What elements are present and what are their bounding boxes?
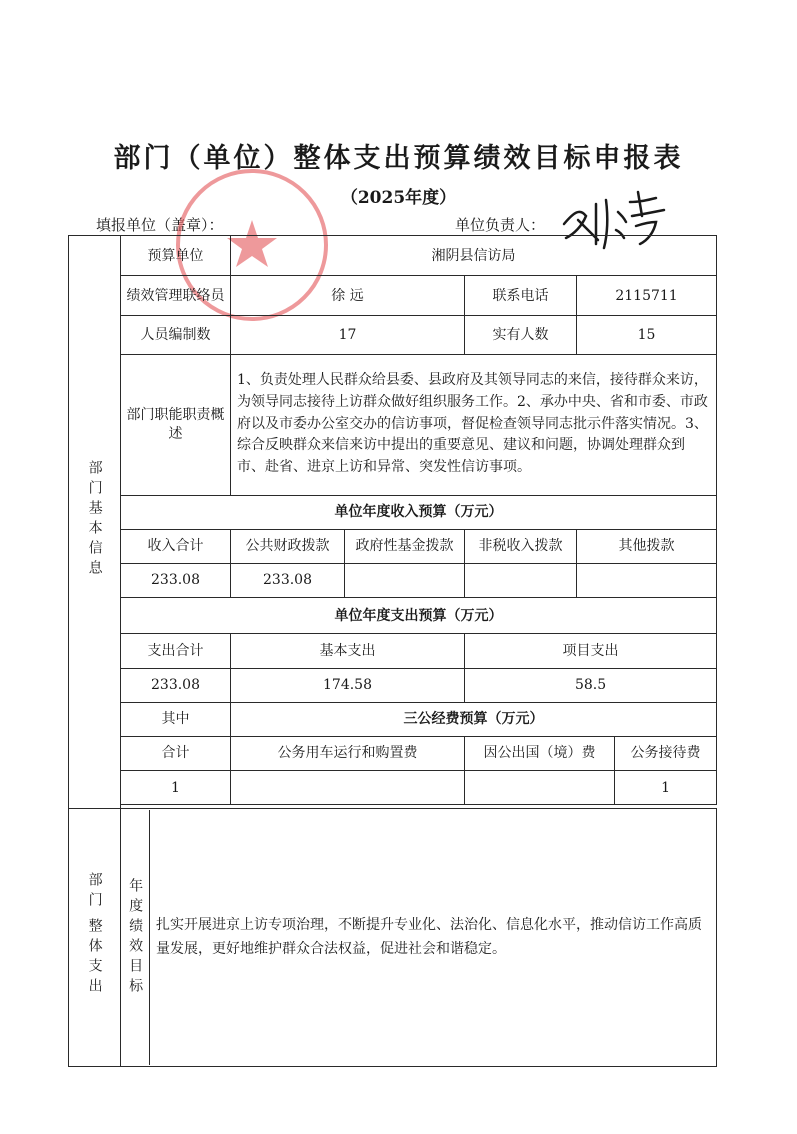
three-public-title: 三公经费预算（万元） (231, 702, 717, 736)
basic-info-section-label: 部门基本信息 (69, 236, 121, 809)
expense-header-total: 支出合计 (121, 634, 231, 668)
three-public-header-reception: 公务接待费 (615, 736, 717, 770)
document-title: 部门（单位）整体支出预算绩效目标申报表 (113, 143, 684, 174)
income-header-other: 其他拨款 (577, 529, 717, 563)
expense-header-basic: 基本支出 (231, 634, 465, 668)
budget-form-table (68, 235, 717, 1067)
three-public-header-vehicle: 公务用车运行和购置费 (231, 736, 465, 770)
goal-sub-label: 年度绩效目标 (127, 877, 144, 998)
income-value-other (577, 563, 717, 597)
three-public-value-vehicle (231, 771, 465, 805)
phone-value: 2115711 (577, 276, 717, 316)
three-public-header-abroad: 因公出国（境）费 (465, 736, 615, 770)
responsible-label: 单位负责人： (455, 216, 546, 234)
budget-unit-value: 湘阴县信访局 (231, 236, 717, 276)
staff-quota-value: 17 (231, 316, 465, 354)
among-label: 其中 (121, 702, 231, 736)
income-value-nontax (465, 563, 577, 597)
goal-text: 扎实开展进京上访专项治理，不断提升专业化、法治化、信息化水平，推动信访工作高质量发展，更好地维护群众合法权益，促进社会和谐稳定。 (156, 916, 702, 957)
expense-value-project: 58.5 (465, 668, 717, 702)
income-value-total: 233.08 (121, 563, 231, 597)
fill-unit-label: 填报单位（盖章）： (96, 216, 224, 234)
duty-text: 1、负责处理人民群众给县委、县政府及其领导同志的来信，接待群众来访，为领导同志接待上访群众做好组织服务工作。2、承办中央、省和市委、市政府以及市委办公室交办的信访事项，督促检查领导同志批示件落实情况。3、综合反映群众来信来访中提出的重要意见、建议和问题，协调处理群众到市、赴省、进京上访和异常、突发性信访事项。 (231, 354, 717, 495)
three-public-value-reception: 1 (615, 771, 717, 805)
income-title: 单位年度收入预算（万元） (121, 495, 717, 529)
income-header-total: 收入合计 (121, 529, 231, 563)
three-public-value-abroad (465, 771, 615, 805)
expense-title: 单位年度支出预算（万元） (121, 598, 717, 634)
income-header-public: 公共财政拨款 (231, 529, 345, 563)
income-header-nontax: 非税收入拨款 (465, 529, 577, 563)
income-value-public: 233.08 (231, 563, 345, 597)
phone-label: 联系电话 (465, 276, 577, 316)
expense-value-basic: 174.58 (231, 668, 465, 702)
income-value-fund (345, 563, 465, 597)
contact-label: 绩效管理联络员 (121, 276, 231, 316)
three-public-value-total: 1 (121, 771, 231, 805)
expense-header-project: 项目支出 (465, 634, 717, 668)
year-label: （2025年度） (340, 188, 457, 208)
expense-value-total: 233.08 (121, 668, 231, 702)
actual-staff-value: 15 (577, 316, 717, 354)
goal-content-cell (121, 809, 717, 1067)
contact-value: 徐 远 (231, 276, 465, 316)
staff-quota-label: 人员编制数 (121, 316, 231, 354)
actual-staff-label: 实有人数 (465, 316, 577, 354)
duty-label: 部门职能职责概述 (121, 354, 231, 495)
three-public-header-total: 合计 (121, 736, 231, 770)
income-header-fund: 政府性基金拨款 (345, 529, 465, 563)
budget-unit-label: 预算单位 (121, 236, 231, 276)
goal-section-label: 部门 整体支出 (69, 809, 121, 1067)
